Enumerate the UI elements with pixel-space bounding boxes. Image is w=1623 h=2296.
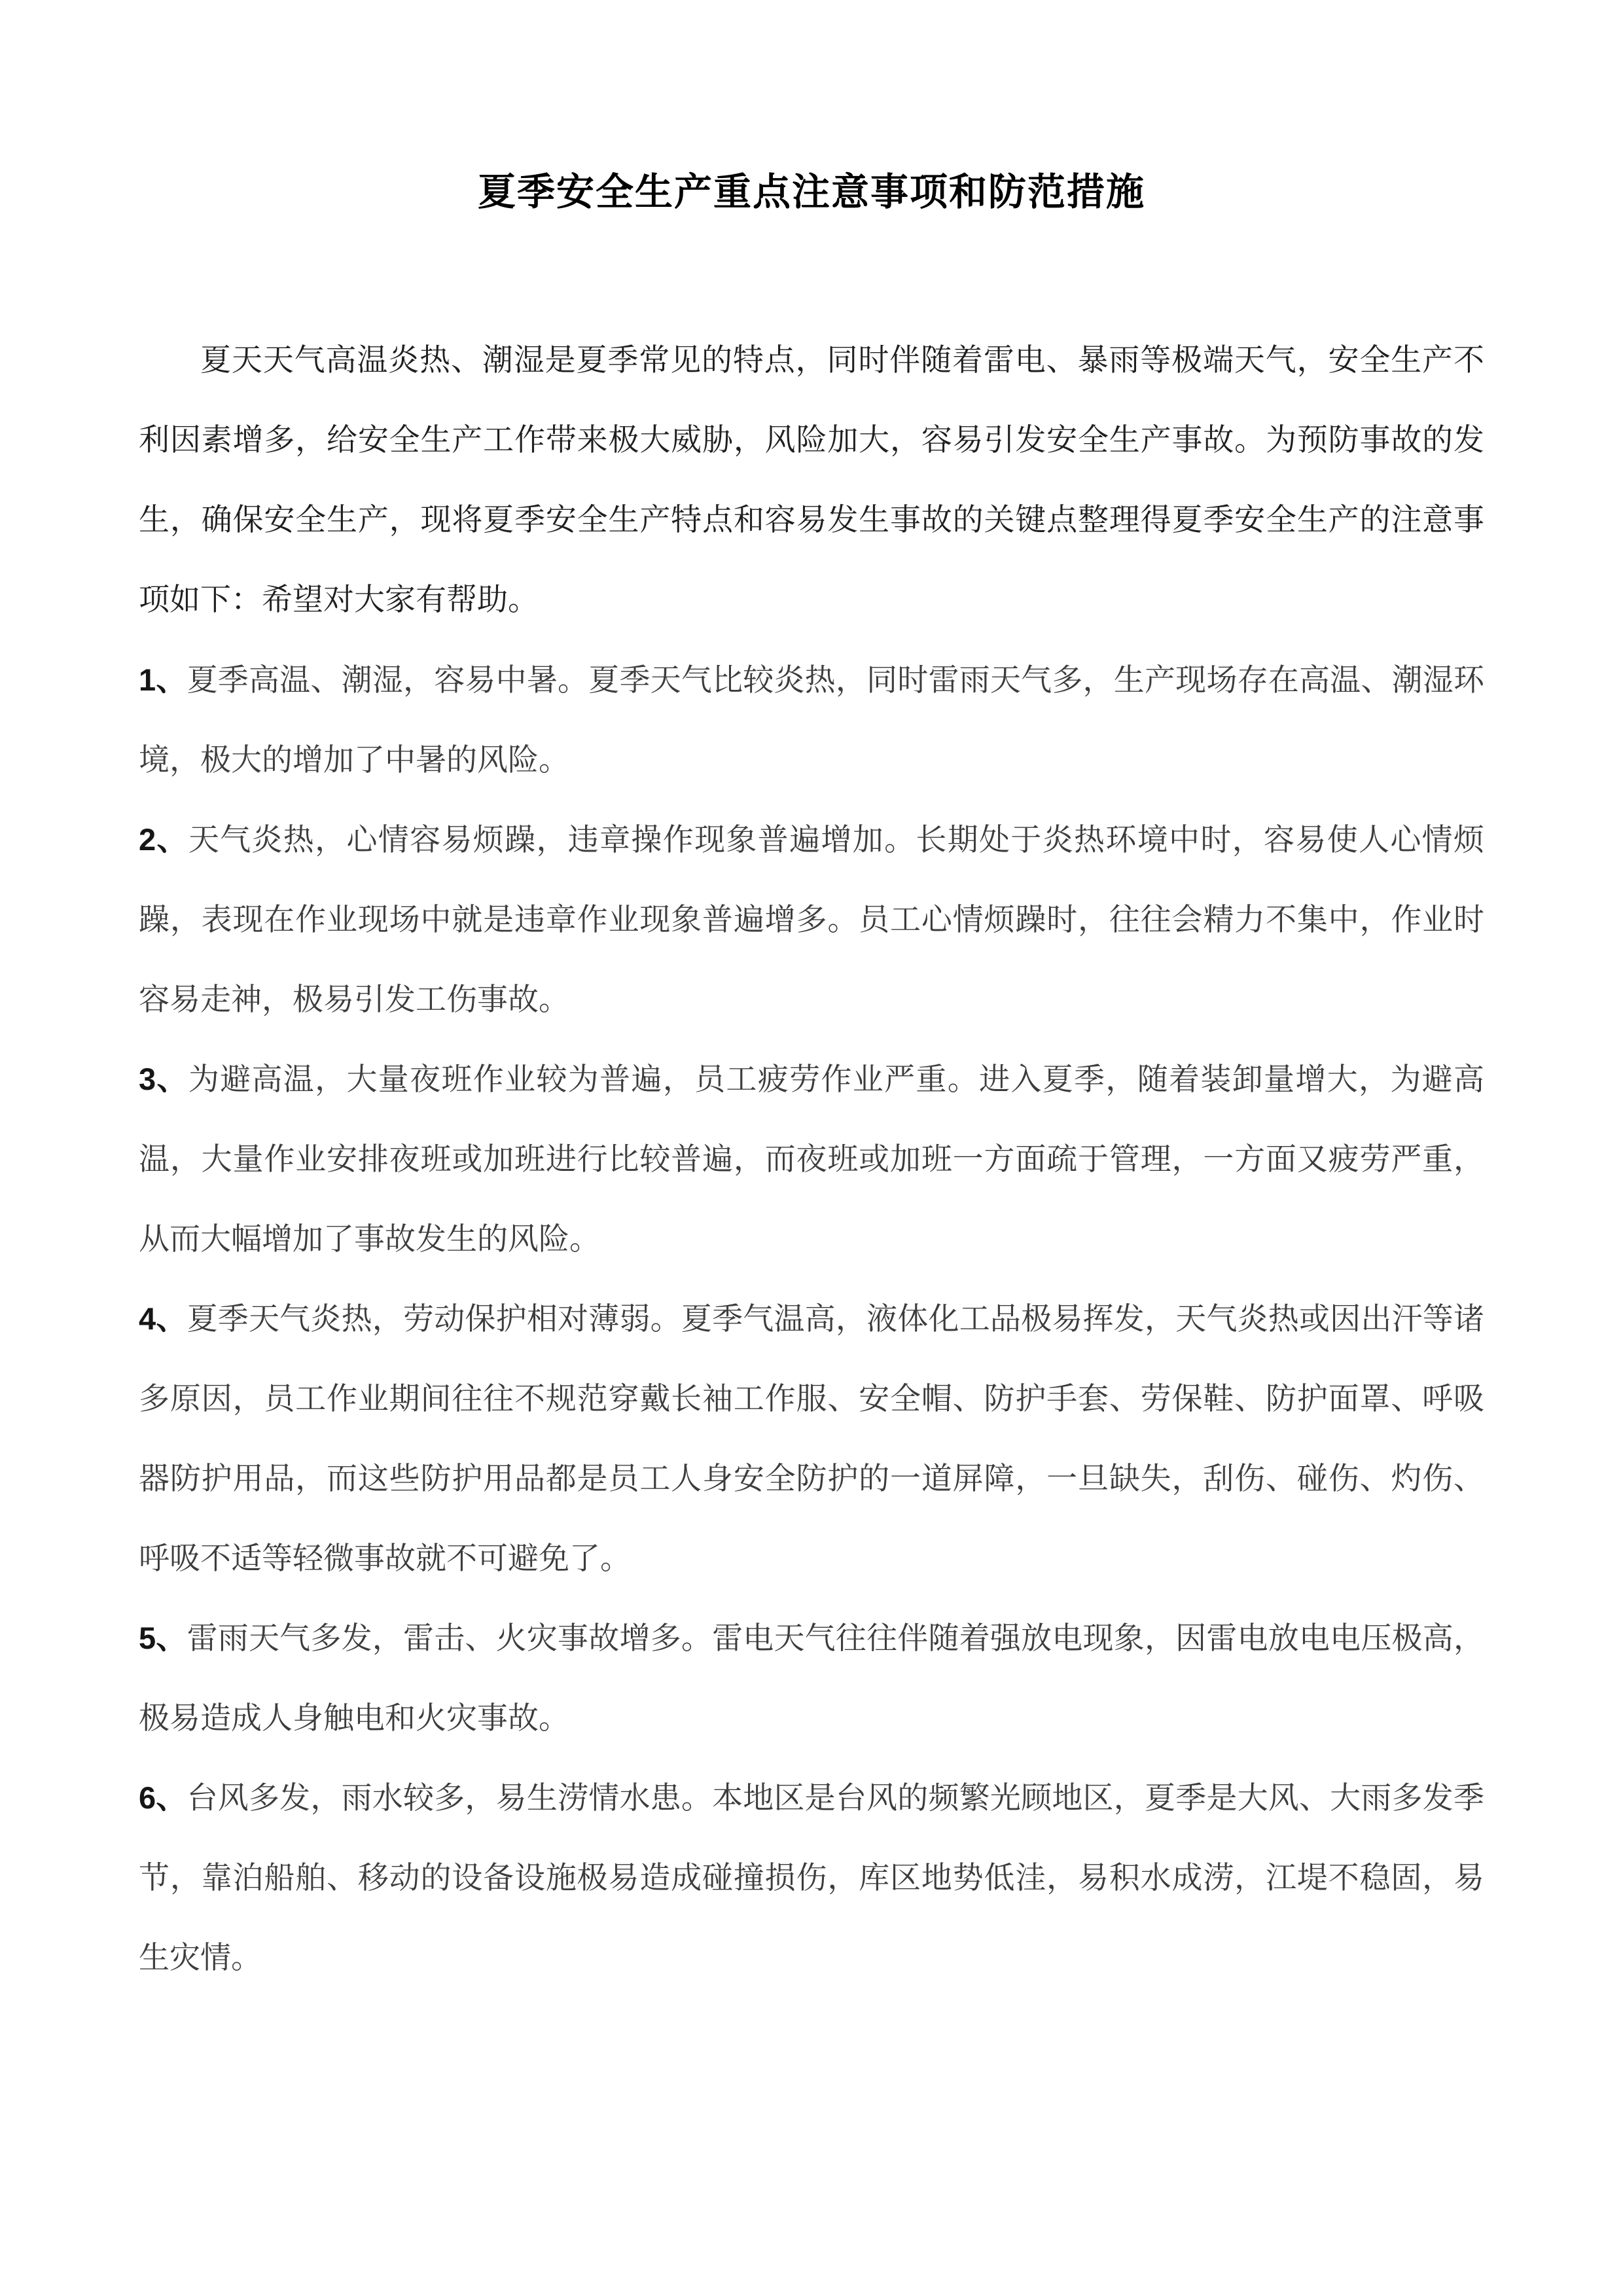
item-number: 6、 [139, 1780, 187, 1815]
list-item-6 [139, 1758, 1484, 1998]
item-number: 3、 [139, 1062, 188, 1096]
item-text: 夏季高温、潮湿，容易中暑。夏季天气比较炎热，同时雷雨天气多，生产现场存在高温、潮湿环境，极大的增加了中暑的风险。 [139, 662, 1485, 777]
item-number: 4、 [139, 1301, 187, 1336]
document-title: 夏季安全生产重点注意事项和防范措施 [477, 171, 1145, 213]
list-item-4 [139, 1279, 1484, 1598]
item-text: 雷雨天气多发，雷击、火灾事故增多。雷电天气往往伴随着强放电现象，因雷电放电电压极高，极易造成人身触电和火灾事故。 [139, 1621, 1485, 1735]
list-item-2 [139, 800, 1484, 1039]
item-text: 台风多发，雨水较多，易生涝情水患。本地区是台风的频繁光顾地区，夏季是大风、大雨多发季节，靠泊船舶、移动的设备设施极易造成碰撞损伤，库区地势低洼，易积水成涝，江堤不稳固，易生灾情。 [139, 1780, 1485, 1975]
list-item-3 [139, 1039, 1484, 1279]
item-text: 天气炎热，心情容易烦躁，违章操作现象普遍增加。长期处于炎热环境中时，容易使人心情烦躁，表现在作业现场中就是违章作业现象普遍增多。员工心情烦躁时，往往会精力不集中，作业时容易走神，极易引发工伤事故。 [139, 822, 1485, 1016]
item-text: 为避高温，大量夜班作业较为普遍，员工疲劳作业严重。进入夏季，随着装卸量增大，为避高温，大量作业安排夜班或加班进行比较普遍，而夜班或加班一方面疏于管理，一方面又疲劳严重，从而大幅增加了事故发生的风险。 [139, 1062, 1485, 1256]
item-number: 5、 [139, 1621, 187, 1655]
intro-paragraph: 夏天天气高温炎热、潮湿是夏季常见的特点，同时伴随着雷电、暴雨等极端天气，安全生产不利因素增多，给安全生产工作带来极大威胁，风险加大，容易引发安全生产事故。为预防事故的发生，确保安全生产，现将夏季安全生产特点和容易发生事故的关键点整理得夏季安全生产的注意事项如下：希望对大家有帮助。 [139, 344, 1484, 617]
item-number: 2、 [139, 822, 188, 857]
list-item-5 [139, 1598, 1484, 1758]
item-text: 夏季天气炎热，劳动保护相对薄弱。夏季气温高，液体化工品极易挥发，天气炎热或因出汗等诸多原因，员工作业期间往往不规范穿戴长袖工作服、安全帽、防护手套、劳保鞋、防护面罩、呼吸器防护用品，而这些防护用品都是员工人身安全防护的一道屏障，一旦缺失，刮伤、碰伤、灼伤、呼吸不适等轻微事故就不可避免了。 [139, 1301, 1485, 1575]
list-item-1 [139, 640, 1484, 800]
item-number: 1、 [139, 662, 187, 697]
